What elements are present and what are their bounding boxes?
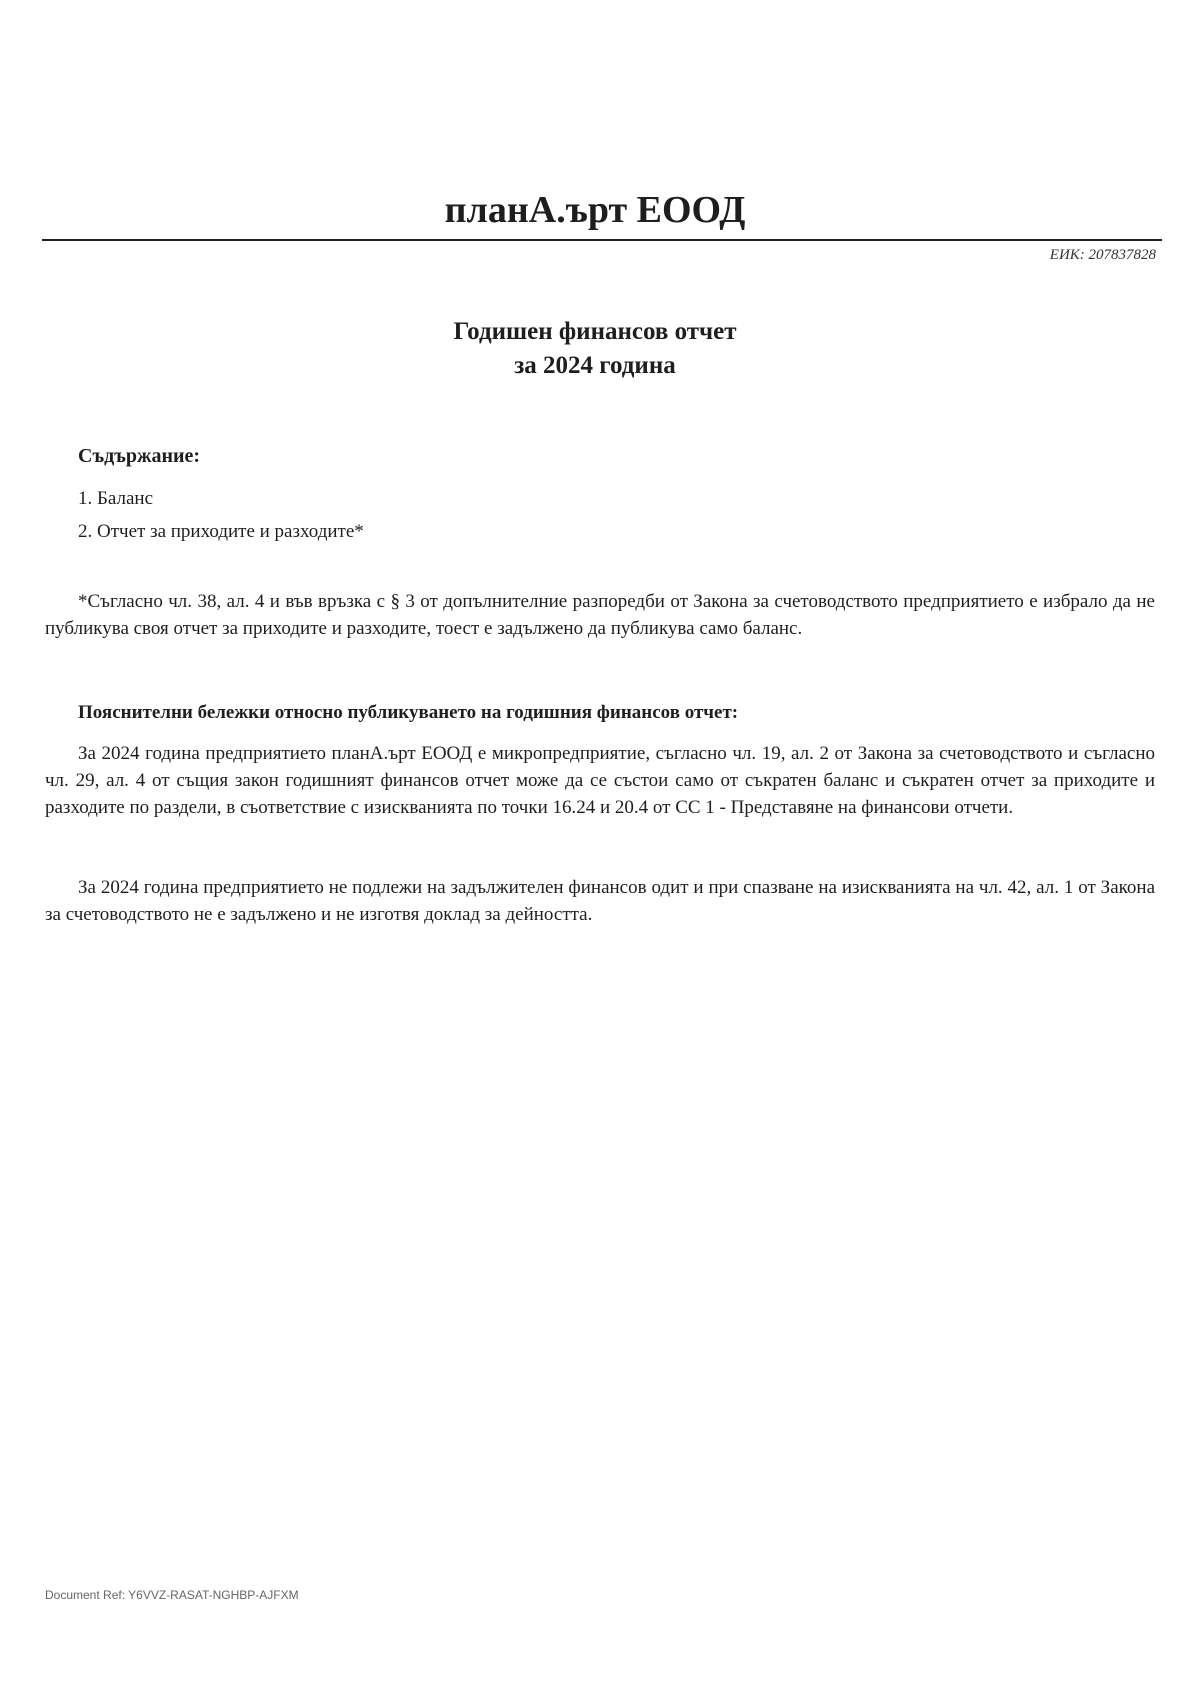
report-title [0, 315, 1190, 383]
company-eik: ЕИК: 207837828 [1049, 247, 1156, 263]
notes-heading: Пояснителни бележки относно публикуването на годишния финансов отчет: [78, 702, 739, 723]
header-divider [42, 239, 1162, 241]
footnote: *Съгласно чл. 38, ал. 4 и във връзка с § 3 от допълнителние разпоредби от Закона за счетоводството предприятието е избрало да не публикува своя отчет за приходите и разходите, тоест е задължено да публикува само баланс. [45, 591, 1155, 639]
document-reference: Document Ref: Y6VVZ-RASAT-NGHBP-AJFXM [45, 1588, 299, 1602]
report-title-line2: за 2024 година [514, 352, 676, 379]
report-title-line1: Годишен финансов отчет [453, 318, 737, 345]
notes-paragraph: За 2024 година предприятието планА.ърт ЕООД е микропредприятие, съгласно чл. 19, ал. 2 от Закона за счетоводството и съгласно чл. 29, ал. 4 от същия закон годишният финансов отчет може да се състои само от съкратен баланс и съкратен отчет за приходите и разходите по раздели, в съответствие с изискванията по точки 16.24 и 20.4 от СС 1 - Представяне на финансови отчети. [45, 743, 1155, 818]
contents-item-income-statement: 2. Отчет за приходите и разходите* [78, 521, 364, 542]
contents-item-balance: 1. Баланс [78, 488, 154, 509]
company-name: планА.ърт ЕООД [444, 189, 746, 231]
contents-heading: Съдържание: [78, 445, 201, 467]
notes-paragraph: За 2024 година предприятието не подлежи на задължителен финансов одит и при спазване на изискванията на чл. 42, ал. 1 от Закона за счетоводството не е задължено и не изготвя доклад за дейността. [45, 877, 1155, 925]
